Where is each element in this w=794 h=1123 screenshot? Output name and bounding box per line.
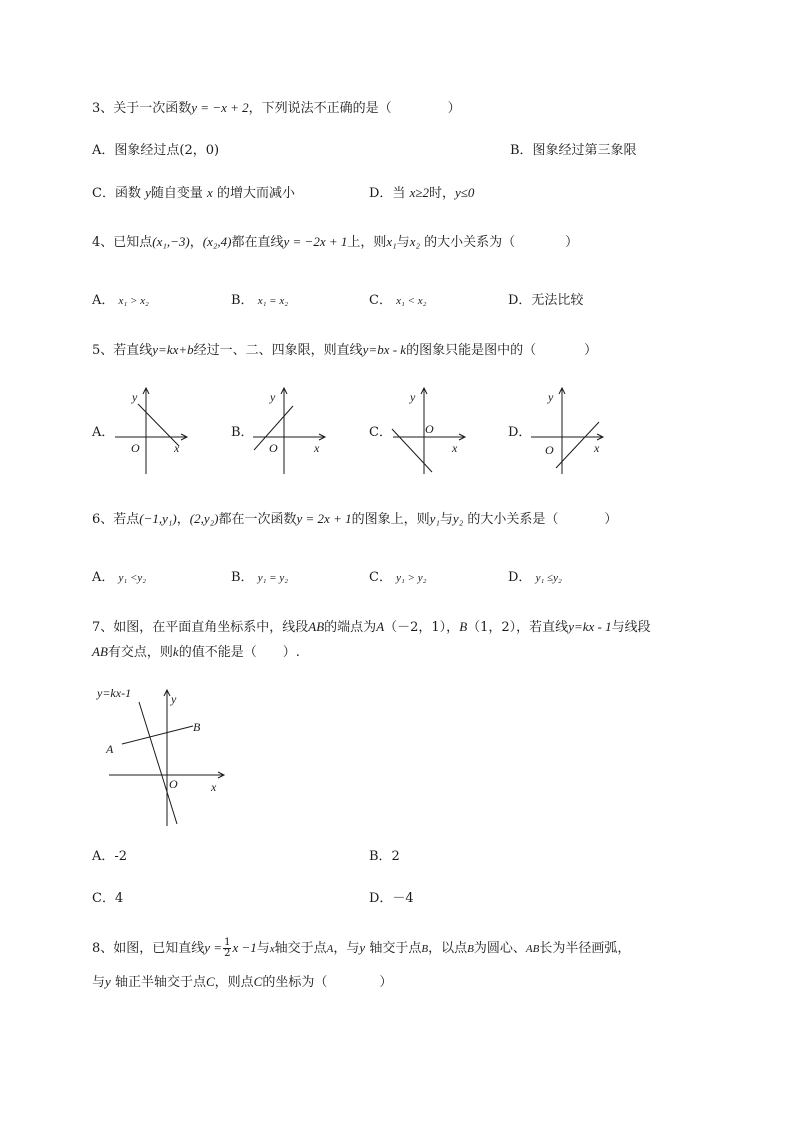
- q5-graph-a-label: A．: [92, 425, 115, 440]
- q5-graph-a-line: [138, 404, 179, 446]
- y-axis-label: y: [270, 390, 276, 404]
- q3-option-d: D．当 x≥2时，y≤0: [369, 185, 475, 201]
- q3-option-a: A．图象经过点(2，0): [92, 143, 220, 158]
- q6-option-d: D． y₁ ≤y₂: [508, 570, 562, 585]
- q3-option-b: B．图象经过第三象限: [510, 143, 637, 158]
- y-axis-label: y: [410, 390, 416, 404]
- q3-stem: 3、关于一次函数y = −x + 2，下列说法不正确的是（ ）: [92, 100, 461, 116]
- q7-option-d: D．－4: [369, 891, 414, 906]
- q4-option-c: C． x₁ < x₂: [369, 293, 427, 308]
- q6-option-a: A． y₁ <y₂: [92, 570, 147, 585]
- x-axis-label: x: [314, 441, 320, 455]
- q5-stem: 5、若直线y=kx+b经过一、二、四象限，则直线y=bx - k的图象只能是图中的（ ）: [92, 342, 598, 358]
- y-axis-label: y: [171, 692, 177, 706]
- q7-option-a: A．-2: [92, 849, 128, 864]
- x-axis-label: x: [174, 441, 180, 455]
- x-axis-label: x: [594, 441, 600, 455]
- q5-graph-c: [388, 384, 478, 478]
- q5-graph-b-label: B．: [231, 425, 254, 440]
- q8-stem-line1: 8、如图，已知直线y = $\frac{1}{2}$ x −1与x轴交于点A，与y 轴交于点B，以点B为圆心、AB长为半径画弧，: [92, 937, 631, 959]
- q4-option-b: B． x₁ = x₂: [231, 293, 289, 308]
- q5-graph-a: [110, 384, 200, 478]
- origin-label: O: [425, 422, 434, 436]
- q3-option-c: C．函数 y随自变量 x 的增大而减小: [92, 185, 295, 201]
- q6-option-c: C． y₁ > y₂: [369, 570, 427, 585]
- q8-stem-line2: 与y 轴正半轴交于点C，则点C的坐标为（ ）: [92, 974, 393, 990]
- origin-label: O: [131, 441, 140, 455]
- point-b-label: B: [193, 720, 201, 734]
- line-kx-minus-1: [139, 702, 177, 824]
- line-equation-label: y=kx-1: [97, 686, 132, 700]
- x-axis-label: x: [211, 780, 217, 794]
- y-axis-label: y: [132, 390, 138, 404]
- q5-graph-d-label: D．: [508, 425, 532, 440]
- origin-label: O: [269, 441, 278, 455]
- q5-graph-c-label: C．: [369, 425, 392, 440]
- x-axis-label: x: [452, 441, 458, 455]
- q6-stem: 6、若点(−1,y₁)，(2,y₂)都在一次函数y = 2x + 1的图象上，则y₁与y₂ 的大小关系是（ ）: [92, 511, 618, 527]
- q7-option-b: B．2: [369, 849, 400, 864]
- q6-option-b: B． y₁ = y₂: [231, 570, 289, 585]
- q5-graph-b: [248, 384, 338, 478]
- fraction-one-half: $\frac{1}{2}$: [224, 937, 231, 959]
- q4-stem: 4、已知点(x₁,−3)，(x₂,4)都在直线y = −2x + 1上，则x₁与x₂ 的大小关系为（ ）: [92, 234, 579, 250]
- q4-option-a: A． x₁ > x₂: [92, 293, 149, 308]
- y-axis-label: y: [548, 390, 554, 404]
- q7-stem-line1: 7、如图，在平面直角坐标系中，线段AB的端点为A（－2，1），B（1，2），若直线y=kx - 1与线段: [92, 619, 651, 635]
- q4-option-d: D．无法比较: [508, 293, 584, 308]
- segment-ab: [122, 726, 193, 744]
- q3-function: y = −x + 2: [191, 100, 249, 115]
- point-a-label: A: [106, 742, 114, 756]
- origin-label: O: [169, 777, 178, 791]
- q5-graph-d: [526, 384, 616, 478]
- origin-label: O: [545, 443, 554, 457]
- q7-figure: [95, 684, 235, 829]
- q7-option-c: C．4: [92, 891, 124, 906]
- q7-stem-line2: AB有交点，则k的值不能是（ ）.: [92, 644, 300, 660]
